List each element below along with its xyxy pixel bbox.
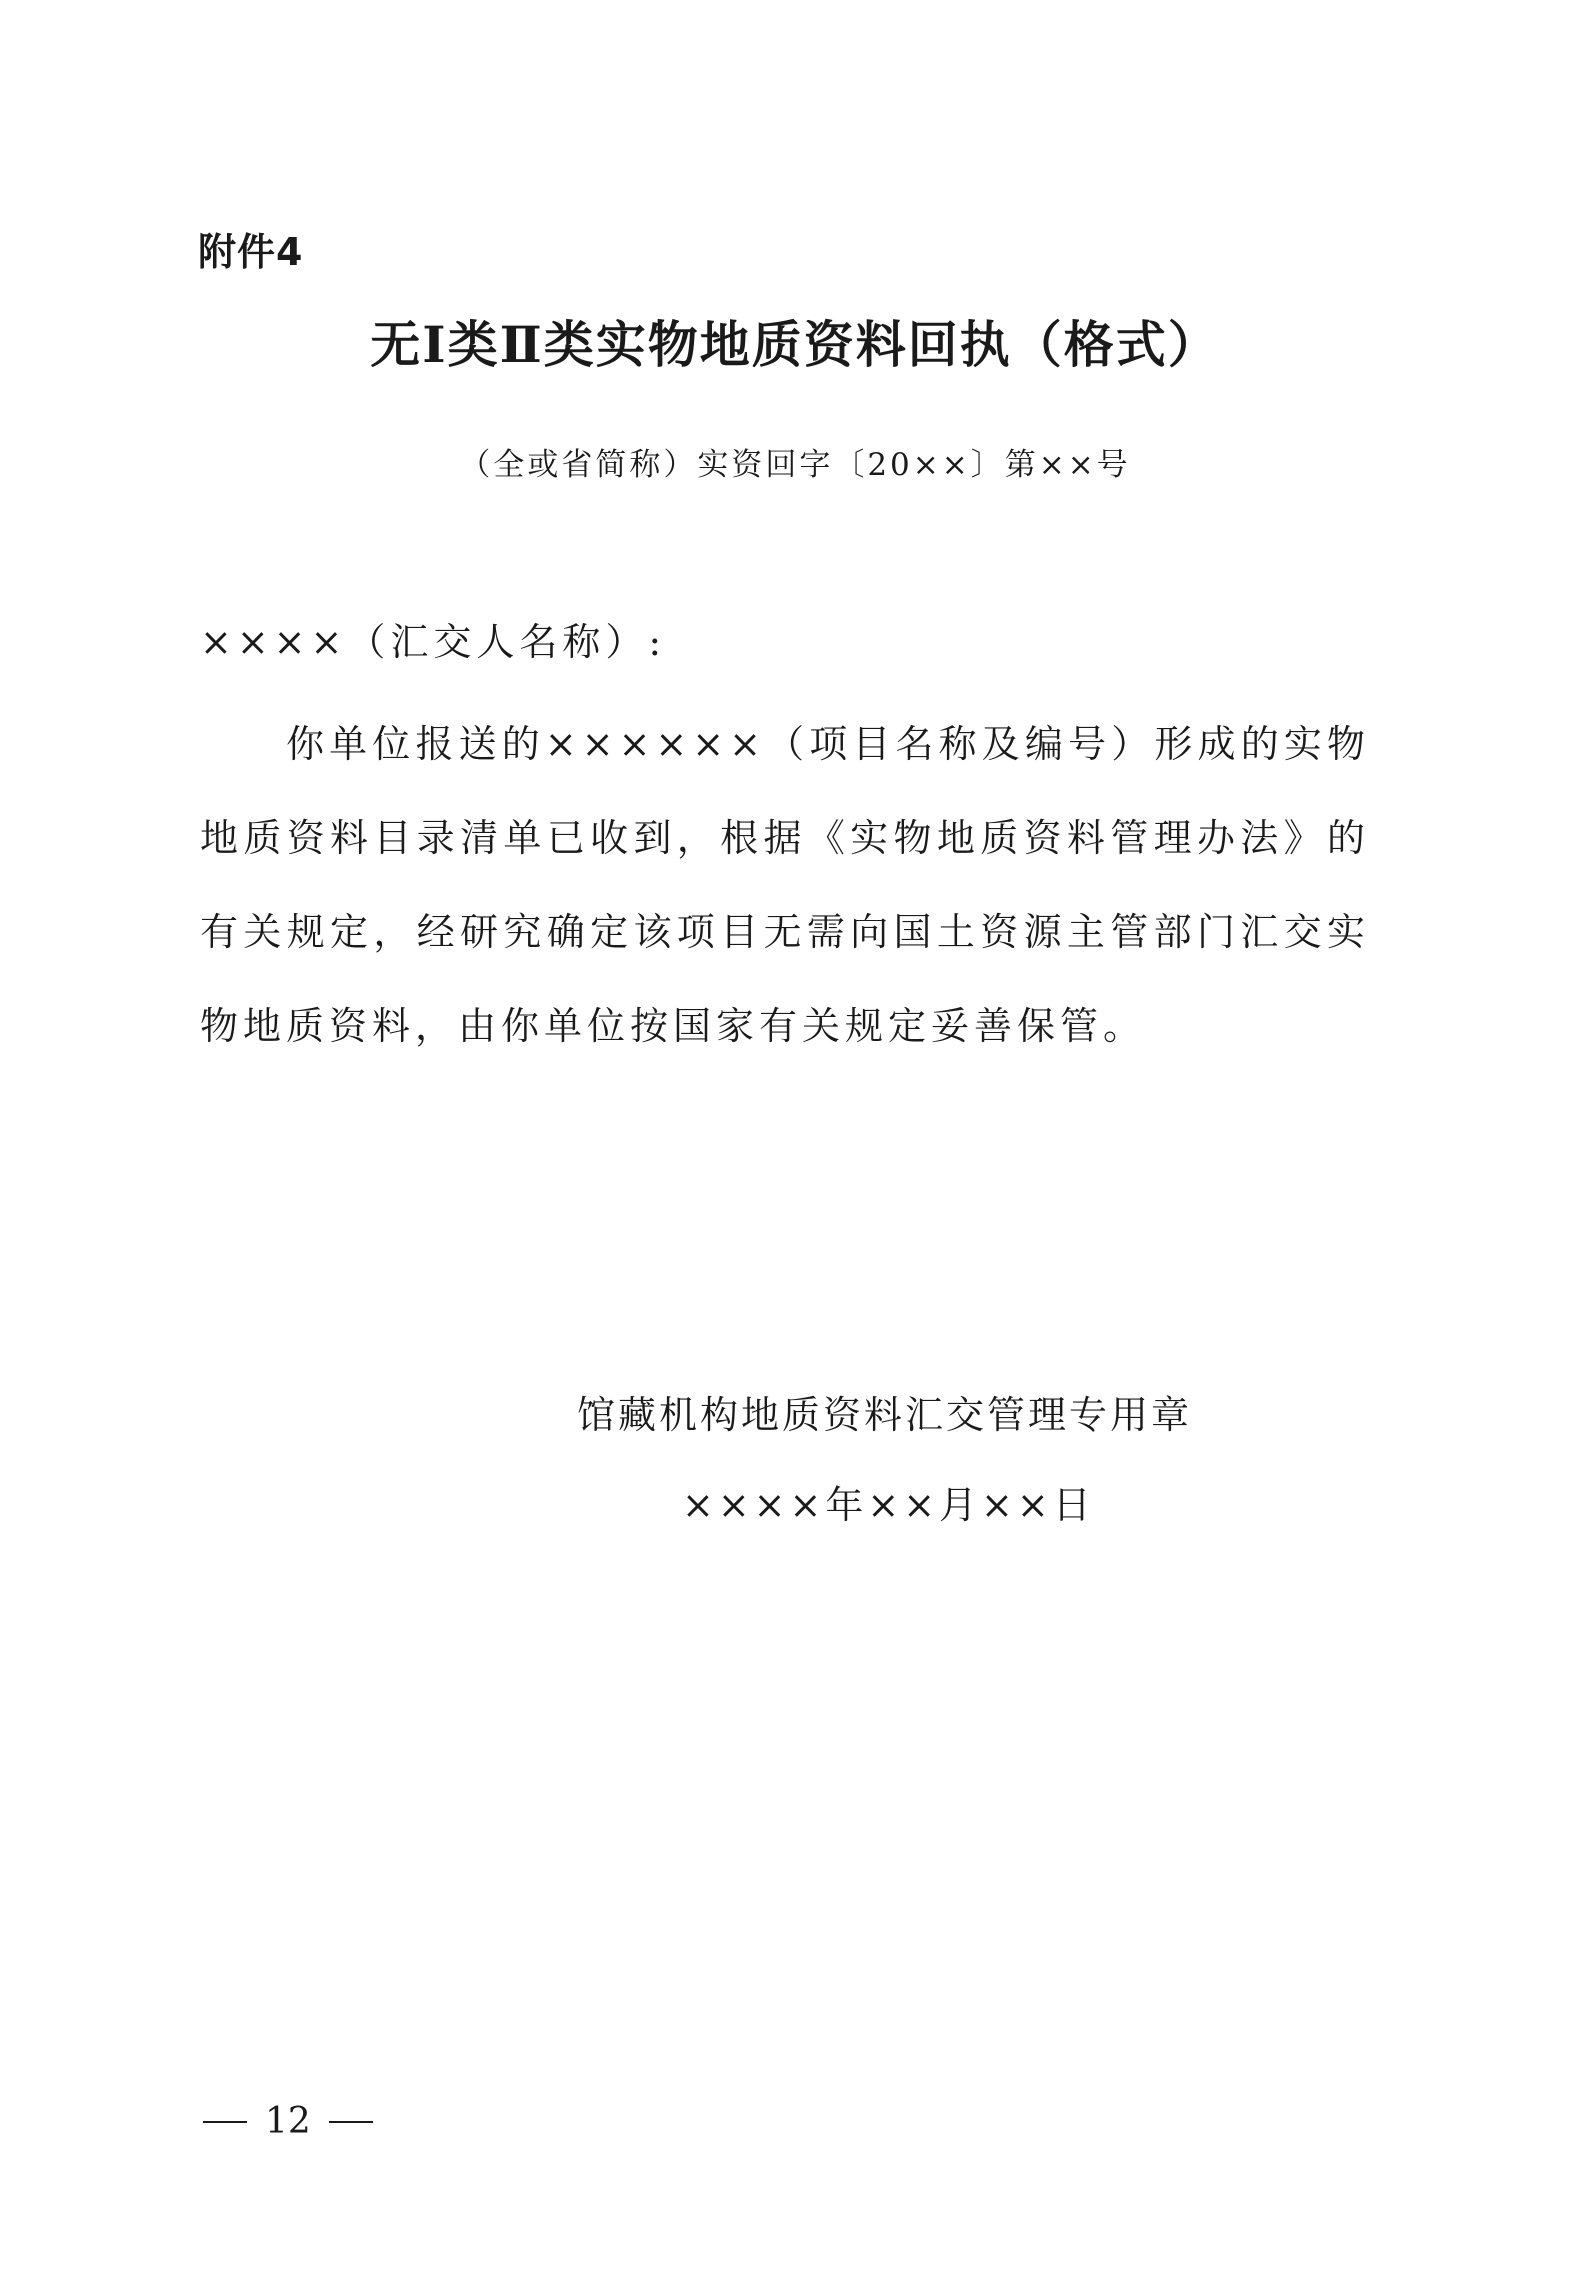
document-title: 无Ⅰ类Ⅱ类实物地质资料回执（格式）	[370, 315, 1220, 374]
attachment-label: 附件4	[198, 230, 304, 274]
addressee-line: ××××（汇交人名称）:	[200, 620, 667, 664]
body-paragraph: 你单位报送的××××××（项目名称及编号）形成的实物地质资料目录清单已收到，根据《实物地质资料管理办法》的有关规定，经研究确定该项目无需向国土资源主管部门汇交实物地质资料，由你单位按国家有关规定妥善保管。	[200, 722, 1370, 1048]
page-number-value: 12	[265, 2101, 311, 2142]
page-number-right-dash	[329, 2121, 373, 2123]
page-number	[203, 2100, 373, 2144]
date-line: ××××年××月××日	[682, 1483, 1095, 1527]
document-number: （全或省简称）实资回字〔20××〕第××号	[459, 447, 1131, 483]
signature-seal-line: 馆藏机构地质资料汇交管理专用章	[577, 1393, 1193, 1437]
page-number-left-dash	[203, 2121, 247, 2123]
